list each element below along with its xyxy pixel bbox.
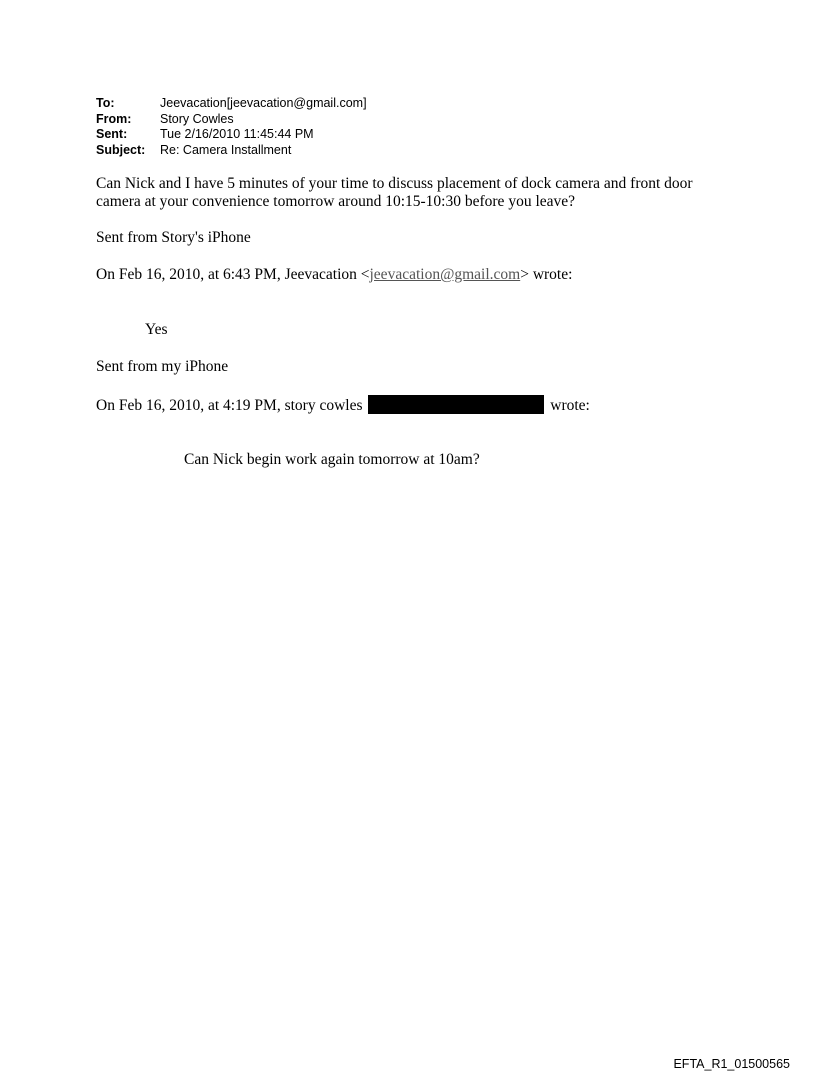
to-value: Jeevacation[jeevacation@gmail.com]	[160, 96, 367, 110]
redaction-block	[368, 395, 544, 414]
to-label: To:	[96, 96, 115, 110]
message-paragraph	[96, 175, 736, 211]
document-id: EFTA_R1_01500565	[673, 1057, 790, 1071]
header-sent-row	[96, 127, 367, 143]
sent-label: Sent:	[96, 127, 128, 141]
email-header	[96, 96, 367, 158]
sent-value: Tue 2/16/2010 11:45:44 PM	[160, 127, 314, 141]
subject-value: Re: Camera Installment	[160, 142, 292, 157]
header-subject-row	[96, 143, 367, 159]
quote1-suffix: > wrote:	[520, 266, 573, 283]
signature-my-iphone: Sent from my iPhone	[96, 358, 229, 375]
reply-yes: Yes	[145, 321, 168, 338]
message-line-1: Can Nick and I have 5 minutes of your time to discuss placement of dock camera and front door	[96, 175, 693, 192]
subject-label: Subject:	[96, 142, 146, 157]
from-value: Story Cowles	[160, 111, 234, 126]
quote1-prefix: On Feb 16, 2010, at 6:43 PM, Jeevacation <	[96, 266, 370, 283]
quoted-question: Can Nick begin work again tomorrow at 10am?	[184, 451, 480, 468]
email-link[interactable]: jeevacation@gmail.com	[369, 266, 521, 283]
header-to-row	[96, 96, 367, 112]
quote2-prefix: On Feb 16, 2010, at 4:19 PM, story cowles	[96, 397, 367, 414]
header-from-row	[96, 112, 367, 128]
from-label: From:	[96, 111, 132, 126]
quote-attribution-2	[96, 395, 736, 415]
signature-story-iphone: Sent from Story's iPhone	[96, 229, 251, 246]
quote-attribution-1	[96, 266, 736, 284]
message-line-2: camera at your convenience tomorrow around 10:15-10:30 before you leave?	[96, 193, 576, 210]
quote2-suffix: wrote:	[546, 397, 590, 414]
